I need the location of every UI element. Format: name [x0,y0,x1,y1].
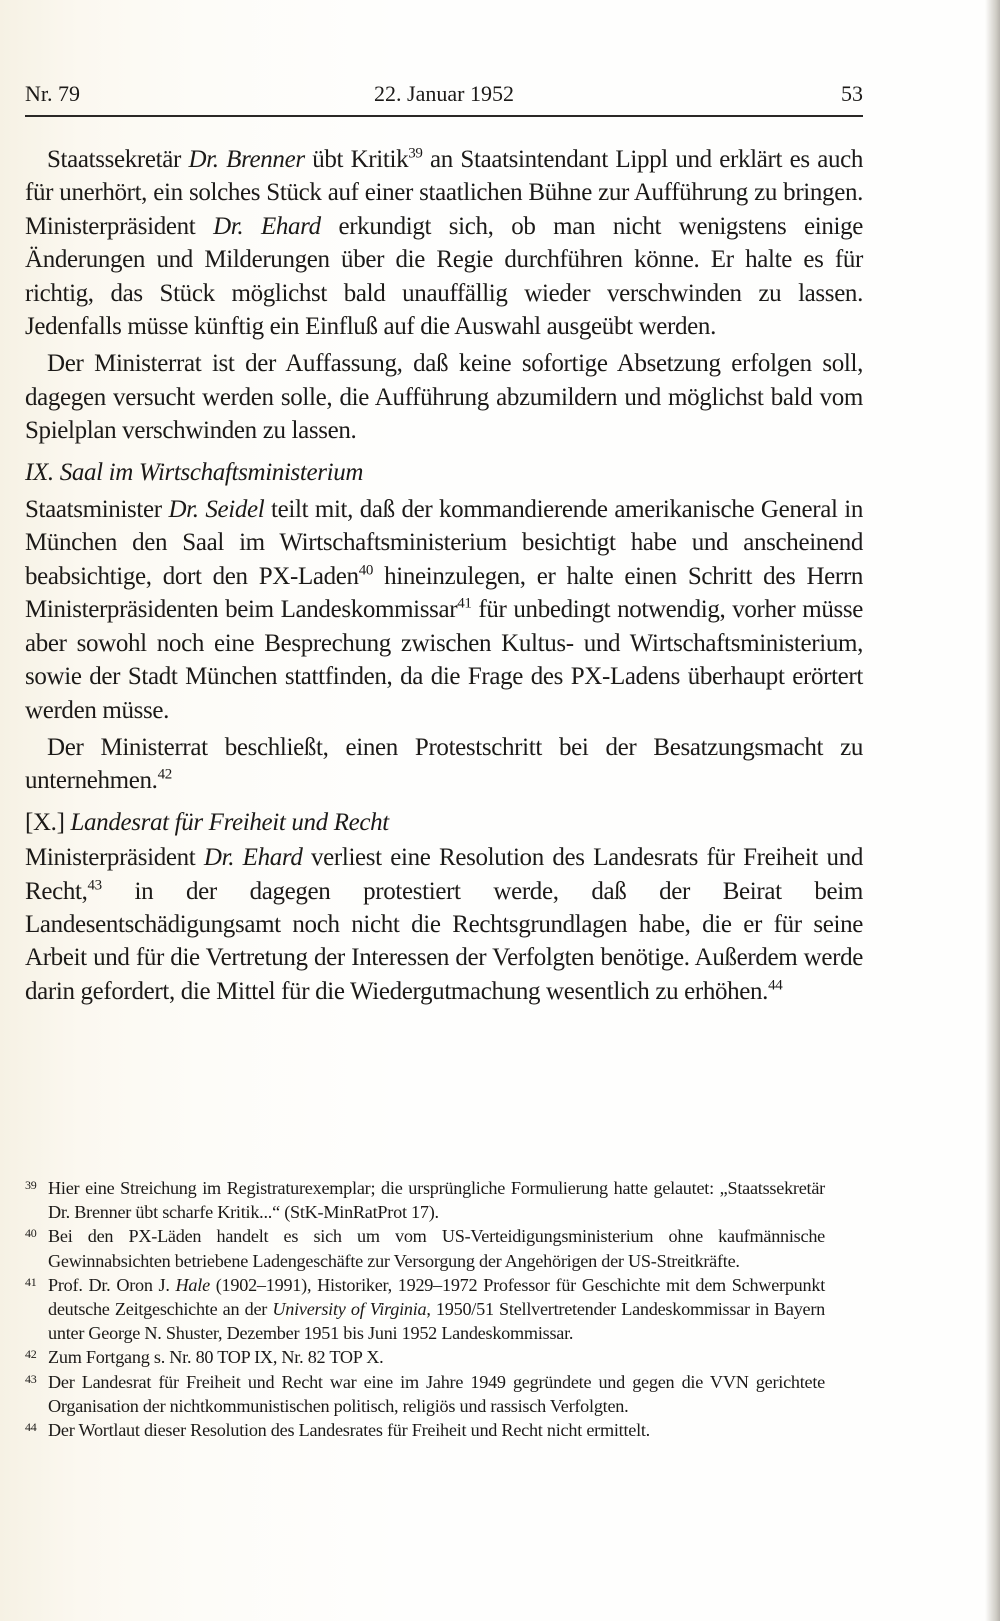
header-rule [25,115,863,117]
footnote-41: 41 Prof. Dr. Oron J. Hale (1902–1991), Historiker, 1929–1972 Professor für Geschichte mit dem Schwerpunkt deutsche Zeitgeschichte an der University of Virginia, 1950/51 Stellvertretender Landeskommissar in Bayern unter George N. Shuster, Dezember 1951 bis Juni 1952 Landeskommissar. [25,1273,825,1346]
paragraph-protestschritt: Der Ministerrat beschließt, einen Protestschritt bei der Besatzungsmacht zu unternehmen.$^{42}$ [25,733,863,795]
footnote-40: 40 Bei den PX-Läden handelt es sich um vom US-Verteidigungsministerium ohne kaufmännische Gewinnabsichten betriebene Ladengeschäfte zur Versorgung der Angehörigen der US-Streitkräfte. [25,1224,825,1272]
paragraph-brenner: Staatssekretär Dr. Brenner übt Kritik$^{39}$ an Staatsintendant Lippl und erklärt es auch für unerhört, ein solches Stück auf einer staatlichen Bühne zur Aufführung zu bringen. Ministerpräsident Dr. Ehard erkundigt sich, ob man nicht wenigstens einige Änderungen und Milderungen über die Regie durchführen könne. Er halte es für richtig, das Stück möglichst bald unauffällig wieder verschwinden zu lassen. Jedenfalls müsse künftig ein Einfluß auf die Auswahl ausgeübt werden. [25,145,863,341]
person-name: Dr. Ehard [203,844,303,872]
footnote-39: 39 Hier eine Streichung im Registraturexemplar; die ursprüngliche Formulierung hatte gelautet: „Staatssekretär Dr. Brenner übt scharfe Kritik...“ (StK-MinRatProt 17). [25,1176,825,1224]
footnote-number: 42 [25,1347,37,1362]
footnote-ref-43[interactable]: 43 [87,877,102,894]
footnote-ref-41[interactable]: 41 [457,595,472,612]
footnote-ref-39[interactable]: 39 [408,145,423,162]
footnote-43: 43 Der Landesrat für Freiheit und Recht war eine im Jahre 1949 gegründete und gegen die VVN gerichtete Organisation der nichtkommunistischen politisch, religiös und rassisch Verfolgten. [25,1370,825,1418]
main-text [25,143,863,1008]
running-header [25,78,863,110]
person-name: Dr. Seidel [168,496,265,524]
footnote-number: 39 [25,1178,37,1192]
document-number: Nr. 79 [25,81,80,106]
person-name: Dr. Brenner [188,146,305,173]
person-name: Dr. Ehard [213,212,321,240]
footnote-42: 42 Zum Fortgang s. Nr. 80 TOP IX, Nr. 82 TOP X. [25,1345,825,1369]
section-heading-x: [X.] Landesrat für Freiheit und Recht [25,808,389,836]
paragraph-landesrat: Ministerpräsident Dr. Ehard verliest eine Resolution des Landesrats für Freiheit und Recht,$^{43}$ in der dagegen protestiert werde, daß der Beirat beim Landesentschädigungsamt noch nicht die Rechtsgrundlagen habe, die er für seine Arbeit und für die Vertretung der Interessen der Verfolgten benötige. Außerdem werde darin gefordert, die Mittel für die Wiedergutmachung wesentlich zu erhöhen.$^{44}$ [25,844,863,1005]
paragraph-ministerrat-auffassung: Der Ministerrat ist der Auffassung, daß keine sofortige Absetzung erfolgen soll, dagegen versucht werden solle, die Aufführung abzumildern und möglichst bald vom Spielplan verschwinden zu lassen. [25,350,863,445]
page-number: 53 [841,81,863,106]
footnote-ref-42[interactable]: 42 [157,766,172,783]
paragraph-seidel: Staatsminister Dr. Seidel teilt mit, daß der kommandierende amerikanische General in München den Saal im Wirtschaftsministerium besichtigt habe und anscheinend beabsichtige, dort den PX-Laden$^{40}$ hineinzulegen, er halte einen Schritt des Herrn Ministerpräsidenten beim Landeskommissar$^{41}$ für unbedingt notwendig, vorher müsse aber sowohl noch eine Besprechung zwischen Kultus- und Wirtschaftsministerium, sowie der Stadt München stattfinden, da die Frage des PX-Ladens überhaupt erörtert werden müsse. [25,496,863,724]
footnote-number: 43 [25,1371,37,1386]
footnote-ref-44[interactable]: 44 [768,977,783,994]
footnote-number: 44 [25,1420,37,1435]
footnote-44: 44 Der Wortlaut dieser Resolution des Landesrates für Freiheit und Recht nicht ermittelt. [25,1418,825,1442]
footnote-number: 41 [25,1274,37,1289]
header-date: 22. Januar 1952 [374,81,514,106]
footnote-ref-40[interactable]: 40 [358,562,374,579]
footnote-number: 40 [25,1226,37,1241]
section-heading-ix: IX. Saal im Wirtschaftsministerium [25,458,364,486]
footnotes [25,1176,825,1442]
